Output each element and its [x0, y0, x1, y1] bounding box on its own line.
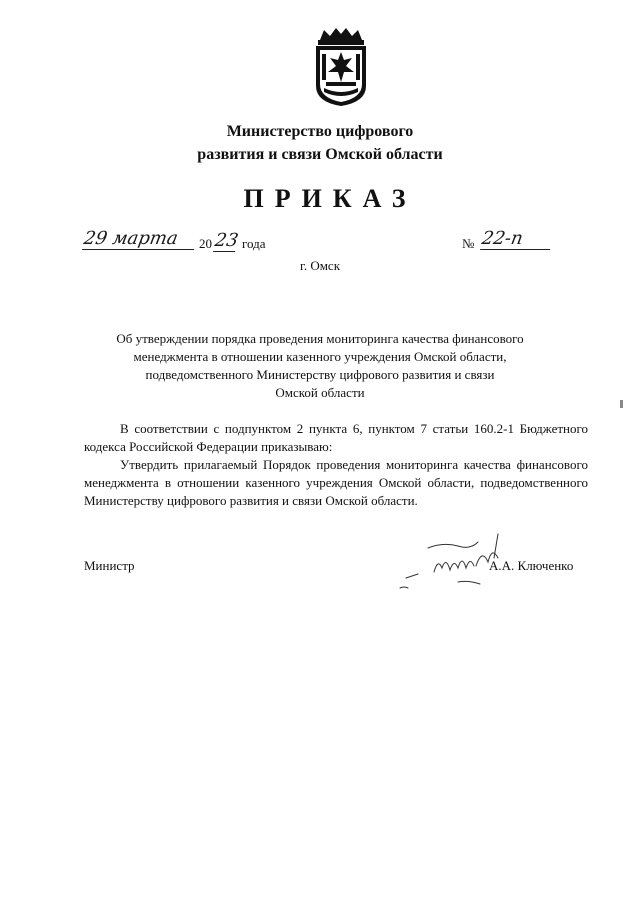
signer-name: А.А. Ключенко — [489, 558, 574, 573]
date-year-prefix: 20 — [199, 236, 212, 251]
date-year-handwritten: 23 — [213, 230, 240, 251]
subject-line: подведомственного Министерству цифрового развития и связи — [145, 367, 495, 382]
subject-line: менеджмента в отношении казенного учреждения Омской области, — [133, 349, 507, 364]
body-paragraph: Утвердить прилагаемый Порядок проведения мониторинга качества финансового менеджмента в отношении казенного учреждения Омской области, подведомственного Министерству цифрового развития и связи Омской области. — [84, 457, 588, 508]
document-body — [84, 420, 588, 510]
subject-line: Об утверждении порядка проведения мониторинга качества финансового — [116, 331, 524, 346]
signer-title: Министр — [84, 558, 135, 573]
body-paragraph: В соответствии с подпунктом 2 пункта 6, пунктом 7 статьи 160.2-1 Бюджетного кодекса Российской Федерации приказываю: — [84, 421, 588, 454]
ministry-line-1: Министерство цифрового — [226, 123, 414, 140]
number-handwritten: 22-п — [480, 228, 554, 250]
margin-mark — [620, 400, 623, 408]
document-subject — [100, 330, 540, 402]
city: г. Омск — [299, 258, 341, 273]
ministry-name — [120, 120, 520, 166]
date-day-handwritten: 29 марта — [82, 228, 198, 250]
subject-line: Омской области — [275, 385, 365, 400]
ministry-line-2: развития и связи Омской области — [197, 146, 443, 163]
document-title: ПРИКАЗ — [243, 184, 417, 213]
coat-of-arms-emblem — [306, 26, 376, 108]
number-label: № — [462, 236, 475, 251]
date-suffix: года — [242, 236, 266, 251]
